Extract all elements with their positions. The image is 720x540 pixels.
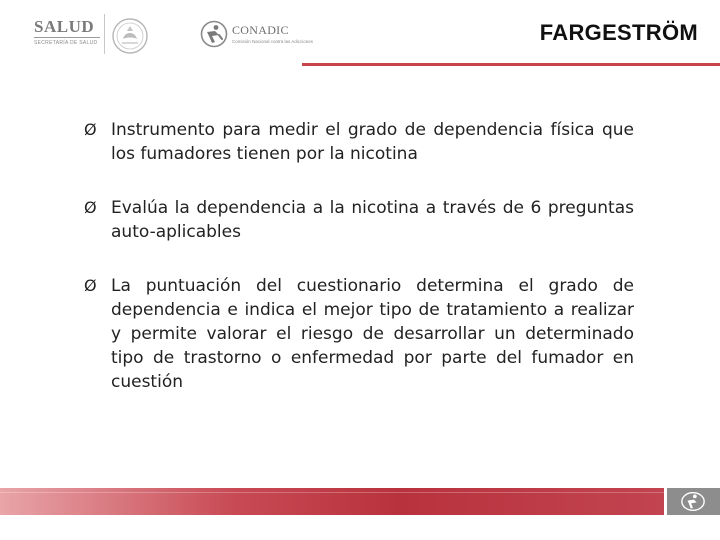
footer-logo xyxy=(667,488,720,515)
bullet-text: Evalúa la dependencia a la nicotina a través de 6 preguntas auto-aplicables xyxy=(111,198,634,242)
person-figure-icon xyxy=(200,20,228,48)
salud-logo xyxy=(22,14,104,50)
logo-divider xyxy=(104,14,105,54)
bullet-item xyxy=(84,118,634,166)
person-figure-icon xyxy=(680,491,706,512)
footer-highlight xyxy=(0,492,664,493)
bullet-list xyxy=(84,118,634,394)
salud-logo-subtitle: SECRETARÍA DE SALUD xyxy=(34,40,98,46)
salud-logo-name: SALUD xyxy=(34,17,95,36)
arrow-bullet-icon: Ø xyxy=(84,120,97,139)
conadic-logo-subtitle: Comisión Nacional contra las Adicciones xyxy=(232,39,314,44)
arrow-bullet-icon: Ø xyxy=(84,198,97,217)
bullet-text: La puntuación del cuestionario determina el grado de dependencia e indica el mejor tipo de tratamiento a realizar y permite valorar el riesgo de desarrollar un determinado tipo de trastorno o enfermedad por parte del fumador en cuestión xyxy=(111,276,634,392)
bullet-item xyxy=(84,196,634,244)
slide-title: FARGESTRÖM xyxy=(539,20,698,45)
arrow-bullet-icon: Ø xyxy=(84,276,97,295)
conadic-logo xyxy=(200,20,314,52)
conadic-logo-name: CONADIC xyxy=(232,23,289,37)
bullet-text: Instrumento para medir el grado de dependencia física que los fumadores tienen por la nicotina xyxy=(111,120,634,164)
header-accent-rule xyxy=(302,63,720,66)
national-seal-icon xyxy=(111,17,149,55)
salud-logo-rule xyxy=(34,37,100,38)
slide-header xyxy=(0,0,720,70)
bullet-item xyxy=(84,274,634,394)
